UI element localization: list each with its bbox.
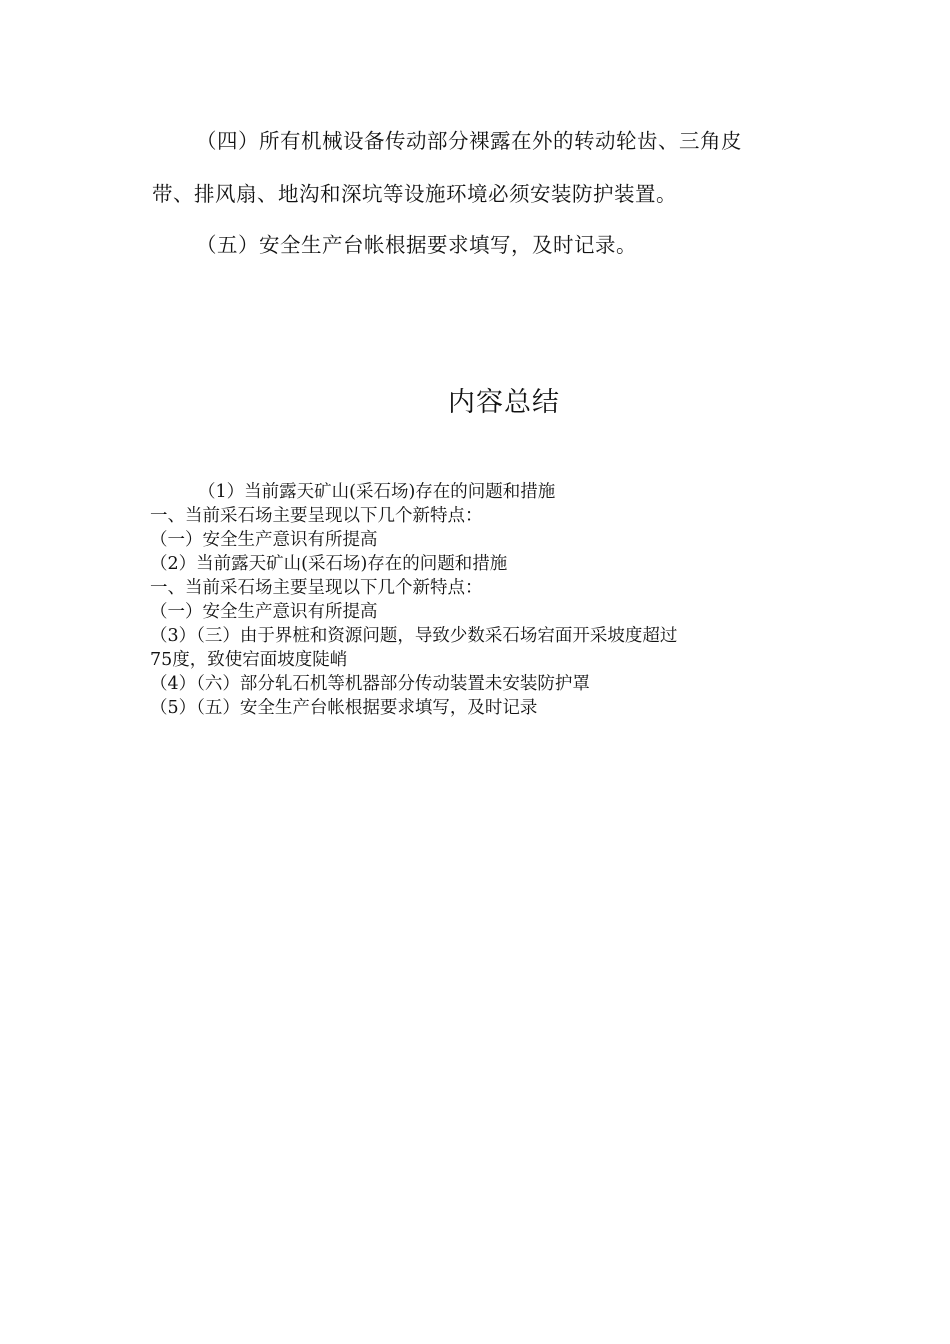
summary-line: 75度，致使宕面坡度陡峭 <box>150 650 348 670</box>
summary-line: （1）当前露天矿山(采石场)存在的问题和措施 <box>198 482 556 502</box>
summary-line: （4）（六）部分轧石机等机器部分传动装置未安装防护罩 <box>150 674 590 694</box>
summary-line: （2）当前露天矿山(采石场)存在的问题和措施 <box>150 554 508 574</box>
summary-title: 内容总结 <box>448 387 560 418</box>
summary-list <box>150 480 810 720</box>
summary-line: （3）（三）由于界桩和资源问题，导致少数采石场宕面开采坡度超过 <box>150 626 678 646</box>
body-paragraph-4-line-2: 带、排风扇、地沟和深坑等设施环境必须安装防护装置。 <box>152 182 677 206</box>
summary-line: （5）（五）安全生产台帐根据要求填写，及时记录 <box>150 698 538 718</box>
summary-line: 一、当前采石场主要呈现以下几个新特点： <box>150 506 483 526</box>
summary-line: 一、当前采石场主要呈现以下几个新特点： <box>150 578 483 598</box>
body-paragraph-5: （五）安全生产台帐根据要求填写，及时记录。 <box>196 233 637 257</box>
summary-line: （一）安全生产意识有所提高 <box>150 530 378 550</box>
body-paragraph-4-line-1: （四）所有机械设备传动部分裸露在外的转动轮齿、三角皮 <box>196 129 742 153</box>
summary-line: （一）安全生产意识有所提高 <box>150 602 378 622</box>
